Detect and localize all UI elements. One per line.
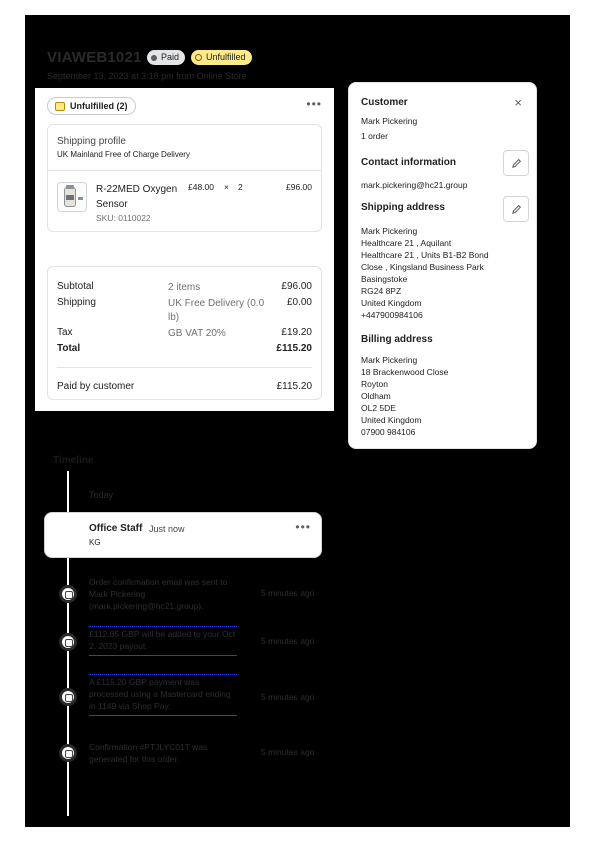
comment-more-button[interactable]: ••• <box>295 520 311 534</box>
divider <box>57 367 312 368</box>
billing-address-line: United Kingdom <box>361 415 422 425</box>
fulfillment-status-badge <box>191 50 252 65</box>
contact-heading: Contact information <box>361 157 456 168</box>
timeline-event-icon <box>59 688 77 706</box>
paid-dot-icon <box>151 55 157 61</box>
billing-address-line: Mark Pickering <box>361 355 418 365</box>
edit-contact-button[interactable] <box>503 150 529 176</box>
billing-address-line: Oldham <box>361 391 391 401</box>
timeline-event-time: 5 minutes ago <box>261 747 315 757</box>
shipping-address-line: Mark Pickering <box>361 226 418 236</box>
shipping-address-line: Healthcare 21 , Aquilant <box>361 238 452 248</box>
unfulfilled-count-badge <box>47 97 136 115</box>
total-label: Total <box>57 343 81 354</box>
shipping-profile-name: UK Mainland Free of Charge Delivery <box>57 150 190 159</box>
product-thumbnail[interactable] <box>57 182 87 212</box>
pencil-icon <box>511 204 522 215</box>
shipping-address-line: Basingstoke <box>361 274 408 284</box>
staff-name: Office Staff <box>89 523 143 534</box>
staff-comment-card <box>44 512 322 558</box>
timeline-title: Timeline <box>53 455 94 466</box>
times-sign: × <box>224 182 229 192</box>
product-quantity: 2 <box>238 182 243 192</box>
shipping-address-line: Close , Kingsland Business Park <box>361 262 484 272</box>
paid-value: £115.20 <box>276 381 312 392</box>
shipping-profile-box <box>47 124 322 232</box>
customer-email-link[interactable]: mark.pickering@hc21.group <box>361 180 468 190</box>
sensor-cap <box>66 185 74 189</box>
divider <box>48 170 321 171</box>
sensor-label <box>66 195 74 200</box>
timeline-event-time: 5 minutes ago <box>261 692 315 702</box>
order-page <box>25 15 570 827</box>
product-sku: SKU: 0110022 <box>96 213 151 223</box>
fulfillment-card <box>35 88 334 411</box>
tax-meta: GB VAT 20% <box>168 328 226 339</box>
product-unit-price: £48.00 <box>188 182 214 192</box>
unfulfilled-ring-icon <box>195 54 202 61</box>
timeline-event-text: Confirmation #PTJLYC01T was generated for this order. <box>89 742 208 764</box>
payment-summary-box <box>47 266 322 400</box>
unfulfilled-box-icon <box>55 102 65 111</box>
divider <box>57 399 312 400</box>
customer-heading: Customer <box>361 97 408 108</box>
shipping-meta: UK Free Delivery (0.0 lb) <box>168 298 265 323</box>
shipping-value: £0.00 <box>286 297 312 308</box>
timeline-event-time: 5 minutes ago <box>261 636 315 646</box>
timeline-date-label: Today <box>89 490 114 500</box>
edit-shipping-address-button[interactable] <box>503 196 529 222</box>
pencil-icon <box>511 158 522 169</box>
customer-name-link[interactable]: Mark Pickering <box>361 116 418 126</box>
timeline-event-time: 5 minutes ago <box>261 588 315 598</box>
staff-comment-text: KG <box>89 538 101 547</box>
order-subtitle: September 13, 2023 at 3:18 pm from Online Store <box>47 71 247 81</box>
timeline-event-link[interactable]: A £115.20 GBP payment was processed using a Mastercard ending in 1149 via Shop Pay. <box>89 674 237 716</box>
sensor-connector <box>78 197 83 200</box>
product-line-total: £96.00 <box>286 182 312 192</box>
timeline-event-icon <box>59 585 77 603</box>
shipping-address-line: United Kingdom <box>361 298 422 308</box>
shipping-address-heading: Shipping address <box>361 202 445 213</box>
fulfillment-status-label: Unfulfilled <box>206 52 246 62</box>
unfulfilled-count-label: Unfulfilled (2) <box>70 101 128 111</box>
paid-label: Paid by customer <box>57 381 135 392</box>
subtotal-label: Subtotal <box>57 281 94 292</box>
tax-value: £19.20 <box>281 327 312 338</box>
payment-status-label: Paid <box>161 52 180 62</box>
timeline-event-link[interactable]: £112.65 GBP will be added to your Oct 2, 2023 payout. <box>89 626 237 656</box>
subtotal-meta: 2 items <box>168 282 201 293</box>
shipping-profile-label: Shipping profile <box>57 136 126 147</box>
shipping-address-line: RG24 8PZ <box>361 286 402 296</box>
billing-address-heading: Billing address <box>361 334 433 345</box>
timeline-event-icon <box>59 633 77 651</box>
timeline-event-text: Order confirmation email was sent to Mark Pickering (mark.pickering@hc21.group). <box>89 577 228 611</box>
billing-address-line: Royton <box>361 379 388 389</box>
payment-status-badge <box>147 50 185 65</box>
more-actions-button[interactable]: ••• <box>306 97 322 111</box>
billing-address-line: OL2 5DE <box>361 403 396 413</box>
staff-comment-time: Just now <box>149 524 185 534</box>
billing-phone: 07900 984106 <box>361 427 416 437</box>
timeline-event-icon <box>59 744 77 762</box>
product-name-link[interactable]: R-22MED Oxygen Sensor <box>96 184 178 210</box>
close-icon[interactable]: × <box>514 95 522 110</box>
total-value: £115.20 <box>276 343 312 354</box>
shipping-label: Shipping <box>57 297 96 308</box>
customer-card <box>348 82 537 449</box>
shipping-phone: +447900984106 <box>361 310 423 320</box>
subtotal-value: £96.00 <box>281 281 312 292</box>
tax-label: Tax <box>57 327 73 338</box>
customer-orders-link[interactable]: 1 order <box>361 131 388 141</box>
shipping-address-line: Healthcare 21 , Units B1-B2 Bond <box>361 250 489 260</box>
order-title: VIAWEB1021 <box>47 49 142 66</box>
billing-address-line: 18 Brackenwood Close <box>361 367 449 377</box>
